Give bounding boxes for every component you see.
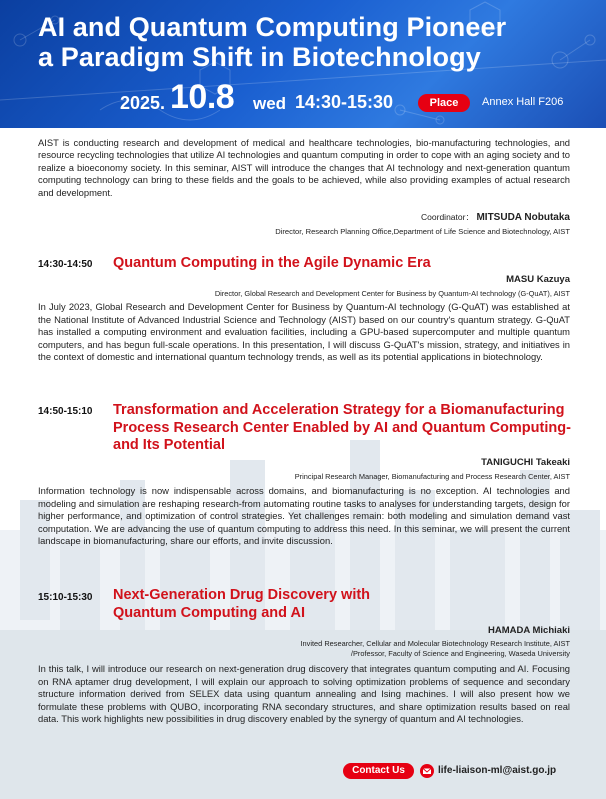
session-3-affiliation xyxy=(301,639,571,658)
event-month-day: 10.8 xyxy=(170,78,235,116)
session-2-affiliation: Principal Research Manager, Biomanufacturing and Process Research Center, AIST xyxy=(294,472,570,481)
session-1-abstract: In July 2023, Global Research and Development Center for Business by Quantum-AI technology (G-QuAT) was established at the National Institute of Advanced Industrial Science and Technology (AIST) based on our country's quantum strategy. G-QuAT has installed a computing environment and evaluation facilities, including a GPU-based supercomputer and multiple quantum computers, and has begun full-scale operations. In this presentation, I will discuss G-QuAT's mission, strategy, and initiatives in the context of domestic and international quantum technology trends, as well as its potential applications in biotechnology. xyxy=(38,301,570,362)
session-2-time: 14:50-15:10 xyxy=(38,406,93,417)
event-year: 2025. xyxy=(120,93,166,113)
header-banner xyxy=(0,0,606,128)
intro-paragraph: AIST is conducting research and development of medical and healthcare technologies, bio-manufacturing technologies, and resource recycling technologies that utilize AI technologies and quantum computing in order to cope with an aging society and to realize a bioeconomy society. In this seminar, AIST will introduce the changes that AI technology and next-generation quantum computing technology can bring to these fields and the goals to be achieved, while also providing examples of actual research and development. xyxy=(38,137,570,198)
place-value: Annex Hall F206 xyxy=(482,96,564,108)
contact-email-link[interactable]: life-liaison-ml@aist.go.jp xyxy=(438,765,557,776)
session-3-abstract: In this talk, I will introduce our research on next-generation drug discovery that integrates quantum computing and AI. Focusing on RNA aptamer drug development, I will explain our approach to solving optimization problems of sequence and secondary structure information derived from SELEX data using quantum annealing and Ising machines. I will also present how we formulate these problems with QUBO, incorporating RNA secondary structures, and share optimization results based on real data. This work highlights new possibilities in drug discovery enabled by the synergy of quantum and AI technologies. xyxy=(38,663,570,724)
session-3-affiliation-line-1: Invited Researcher, Cellular and Molecular Biotechnology Research Institute, AIST xyxy=(300,639,570,648)
event-weekday: wed xyxy=(253,94,287,113)
session-2-speaker: TANIGUCHI Takeaki xyxy=(481,457,570,468)
coordinator-label: Coordinator： xyxy=(421,212,474,222)
date-time-place xyxy=(120,78,606,120)
title-line-1: AI and Quantum Computing Pioneer xyxy=(38,12,507,42)
title-line-2: a Paradigm Shift in Biotechnology xyxy=(38,42,481,72)
session-3-title: Next-Generation Drug Discovery with Quantum Computing and AI xyxy=(113,587,371,621)
coordinator-name: MITSUDA Nobutaka xyxy=(476,212,570,223)
event-title xyxy=(38,12,578,72)
place-badge: Place xyxy=(418,94,470,112)
session-3-affiliation-line-2: /Professor, Faculty of Science and Engineering, Waseda University xyxy=(350,648,570,658)
session-1-title: Quantum Computing in the Agile Dynamic Era xyxy=(113,255,431,271)
session-1-time: 14:30-14:50 xyxy=(38,259,93,270)
mail-icon xyxy=(420,764,434,778)
coordinator-affiliation: Director, Research Planning Office,Department of Life Science and Biotechnology, AIST xyxy=(275,227,570,236)
event-time: 14:30-15:30 xyxy=(295,92,394,112)
session-3-speaker: HAMADA Michiaki xyxy=(488,625,570,636)
session-1-affiliation: Director, Global Research and Development Center for Business by Quantum-AI technology (G-QuAT), AIST xyxy=(214,289,570,298)
session-2-title: Transformation and Acceleration Strategy for a Biomanufacturing Process Research Center Enabled by AI and Quantum Computing-and Its Potential xyxy=(113,402,571,453)
session-2-abstract: Information technology is now indispensable across domains, and biomanufacturing is no exception. AI technologies and modeling and simulation are reshaping research-from automating routine tasks to analyses for understanding targets, design for higher performance, and optimization of control strategies. Yet challenges remain: both modeling and simulation demand vast computation. We are advancing the use of quantum computing to address this need. In this seminar, we will present the current landscape in biomanufacturing, share our efforts, and invite discussion. xyxy=(38,485,570,546)
contact-us-button[interactable]: Contact Us xyxy=(343,763,414,779)
coordinator xyxy=(421,211,570,223)
session-3-time: 15:10-15:30 xyxy=(38,592,93,603)
session-1-speaker: MASU Kazuya xyxy=(506,274,570,285)
